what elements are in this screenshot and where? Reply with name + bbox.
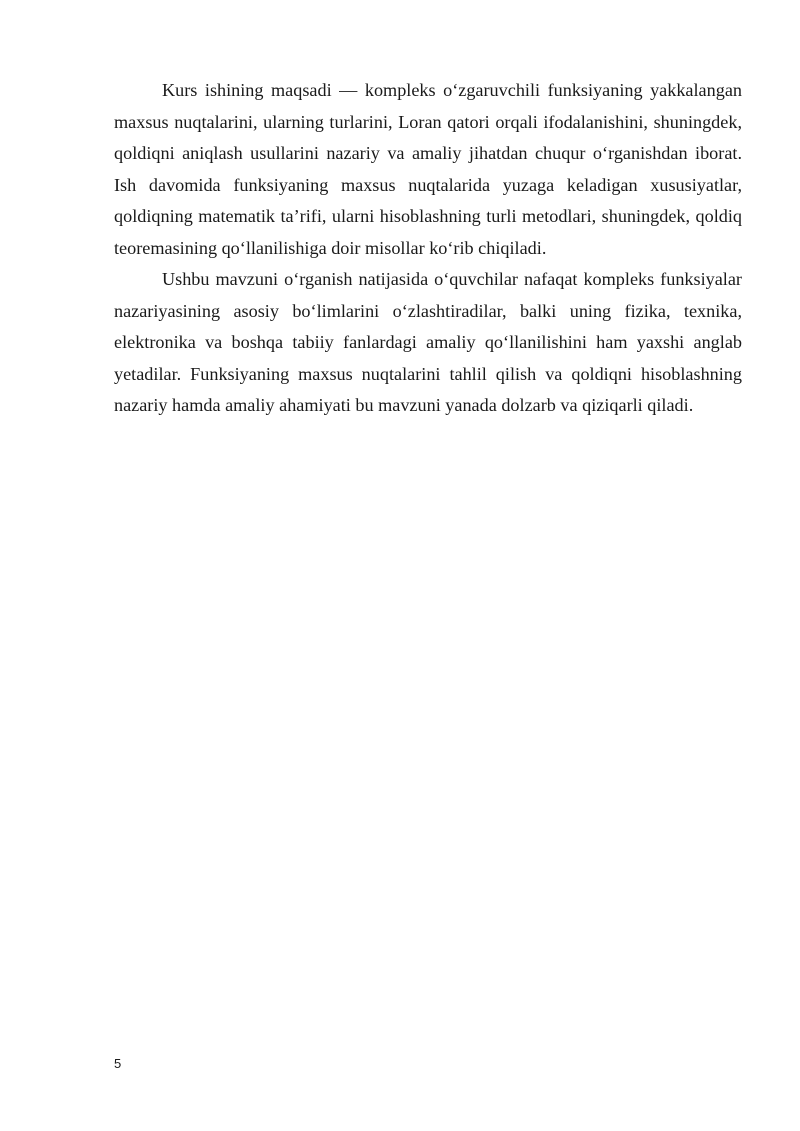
paragraph-outcome: Ushbu mavzuni o‘rganish natijasida o‘quvchilar nafaqat kompleks funksiyalar nazariyasining asosiy bo‘limlarini o‘zlashtiradilar, balki uning fizika, texnika, elektronika va boshqa tabiiy fanlardagi amaliy qo‘llanilishini ham yaxshi anglab yetadilar. Funksiyaning maxsus nuqtalarini tahlil qilish va qoldiqni hisoblashning nazariy hamda amaliy ahamiyati bu mavzuni yanada dolzarb va qiziqarli qiladi. bbox=[114, 269, 742, 415]
paragraph-goal: Kurs ishining maqsadi — kompleks o‘zgaruvchili funksiyaning yakkalangan maxsus nuqtalarini, ularning turlarini, Loran qatori orqali ifodalanishini, shuningdek, qoldiqni aniqlash usullarini nazariy va amaliy jihatdan chuqur o‘rganishdan iborat. Ish davomida funksiyaning maxsus nuqtalarida yuzaga keladigan xususiyatlar, qoldiqning matematik ta’rifi, ularni hisoblashning turli metodlari, shuningdek, qoldiq teoremasining qo‘llanilishiga doir misollar ko‘rib chiqiladi. bbox=[114, 80, 742, 258]
body-text bbox=[114, 75, 742, 422]
page-number: 5 bbox=[114, 1056, 122, 1071]
